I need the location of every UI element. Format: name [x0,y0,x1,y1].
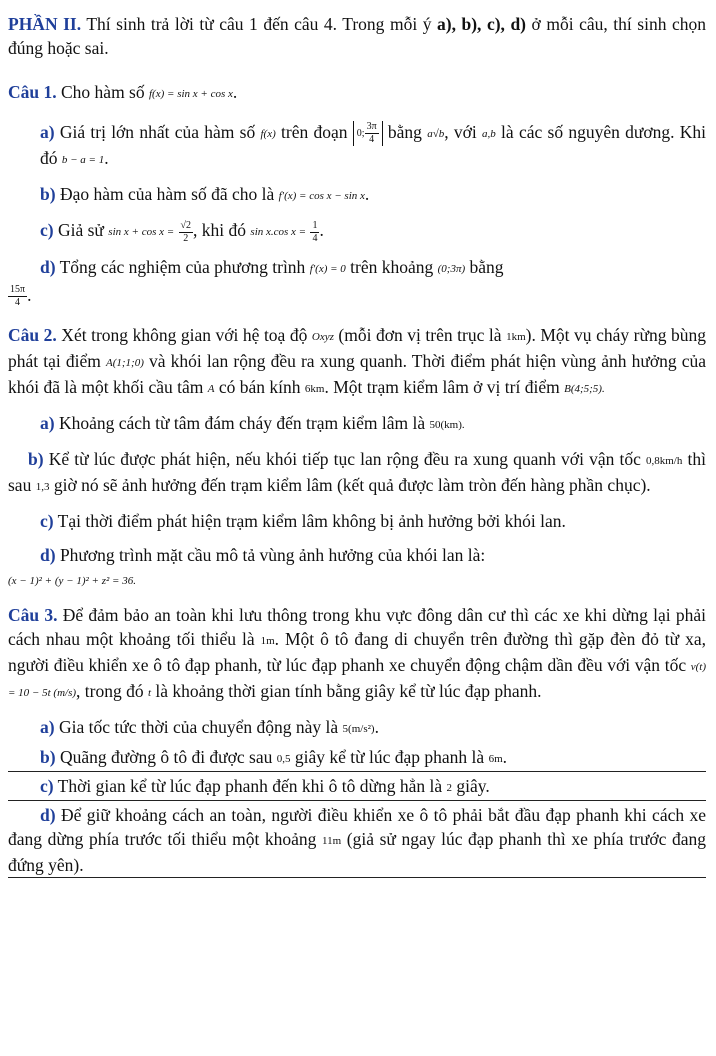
q1-item-a: a) Giá trị lớn nhất của hàm số f(x) trên đoạn 0; $\frac{3\pi}{4}$ bằng a√b, với a,b là các số nguyên dương. Khi đó b − a = 1. [40,121,706,169]
q2-stem: Câu 2. Xét trong không gian với hệ toạ độ Oxyz (mỗi đơn vị trên trục là 1km). Một vụ cháy rừng bùng phát tại điểm A(1;1;0) và khói lan rộng đều ra xung quanh. Thời điểm phát hiện vùng ảnh hưởng của khói đã là một khối cầu tâm A có bán kính 6km. Một trạm kiểm lâm ở vị trí điểm B(4;5;5). [8,325,706,398]
q1-item-c: c) Giả sử sin x + cos x = $\frac{√2}{2}$ , khi đó sin x.cos x = $\frac{1}{4}$ . [40,219,324,244]
q3-item-a: a) Gia tốc tức thời của chuyển động này là 5(m/s²). [40,717,379,738]
q1-item-d: d) Tổng các nghiệm của phương trình f′(x) = 0 trên khoảng (0;3π) bằng [40,256,504,277]
q2-label: Câu 2. [8,325,57,346]
q1-item-b: b) Đạo hàm của hàm số đã cho là f′(x) = cos x − sin x. [40,184,370,205]
q2-item-c: c) Tại thời điểm phát hiện trạm kiểm lâm không bị ảnh hưởng bởi khói lan. [40,511,566,532]
q2-item-d: d) Phương trình mặt cầu mô tả vùng ảnh hưởng của khói lan là: [40,545,486,566]
part-heading: PHẦN II. [8,14,82,34]
q1-item-d-answer: $\frac{15\pi}{4}$ . [10,284,32,309]
q1-stem: Câu 1. Cho hàm số f(x) = sin x + cos x. [8,82,238,102]
interval-bracket: 0; $\frac{3\pi}{4}$ [353,121,383,146]
q3-item-d: d) Để giữ khoảng cách an toàn, người điều khiển xe ô tô phải bắt đầu đạp phanh khi cách xe đang dừng phía trước tối thiểu một khoảng 11m (giả sử ngay lúc đạp phanh thì xe phía trước đang đứng yên). [8,803,706,878]
q3-item-c: c) Thời gian kể từ lúc đạp phanh đến khi ô tô dừng hẳn là 2 giây. [8,774,706,801]
q2-item-b: b) Kể từ lúc được phát hiện, nếu khói tiếp tục lan rộng đều ra xung quanh với vận tốc 0,8km/h thì sau 1,3 giờ nó sẽ ảnh hưởng đến trạm kiểm lâm (kết quả được làm tròn đến hàng phần chục). [8,449,706,496]
q1-label: Câu 1. [8,82,57,102]
part-intro: PHẦN II. Thí sinh trả lời từ câu 1 đến câu 4. Trong mỗi ý a), b), c), d) ở mỗi câu, thí sinh chọn đúng hoặc sai. [8,14,706,58]
q3-label: Câu 3. [8,605,58,626]
q3-item-b: b) Quãng đường ô tô đi được sau 0,5 giây kể từ lúc đạp phanh là 6m. [8,745,706,772]
q2-item-d-equation: (x − 1)² + (y − 1)² + z² = 36. [8,575,136,588]
q3-stem: Câu 3. Để đảm bảo an toàn khi lưu thông trong khu vực đông dân cư thì các xe khi dừng lại phải cách nhau một khoảng tối thiểu là 1m. Một ô tô đang di chuyển trên đường thì gặp đèn đỏ từ xa, người điều khiển xe ô tô đạp phanh, từ lúc đạp phanh xe chuyển động chậm dần đều với vận tốc v(t) = 10 − 5t (m/s), trong đó t là khoảng thời gian tính bằng giây kể từ lúc đạp phanh. [8,605,706,702]
q2-item-a: a) Khoảng cách từ tâm đám cháy đến trạm kiểm lâm là 50(km). [40,413,465,434]
